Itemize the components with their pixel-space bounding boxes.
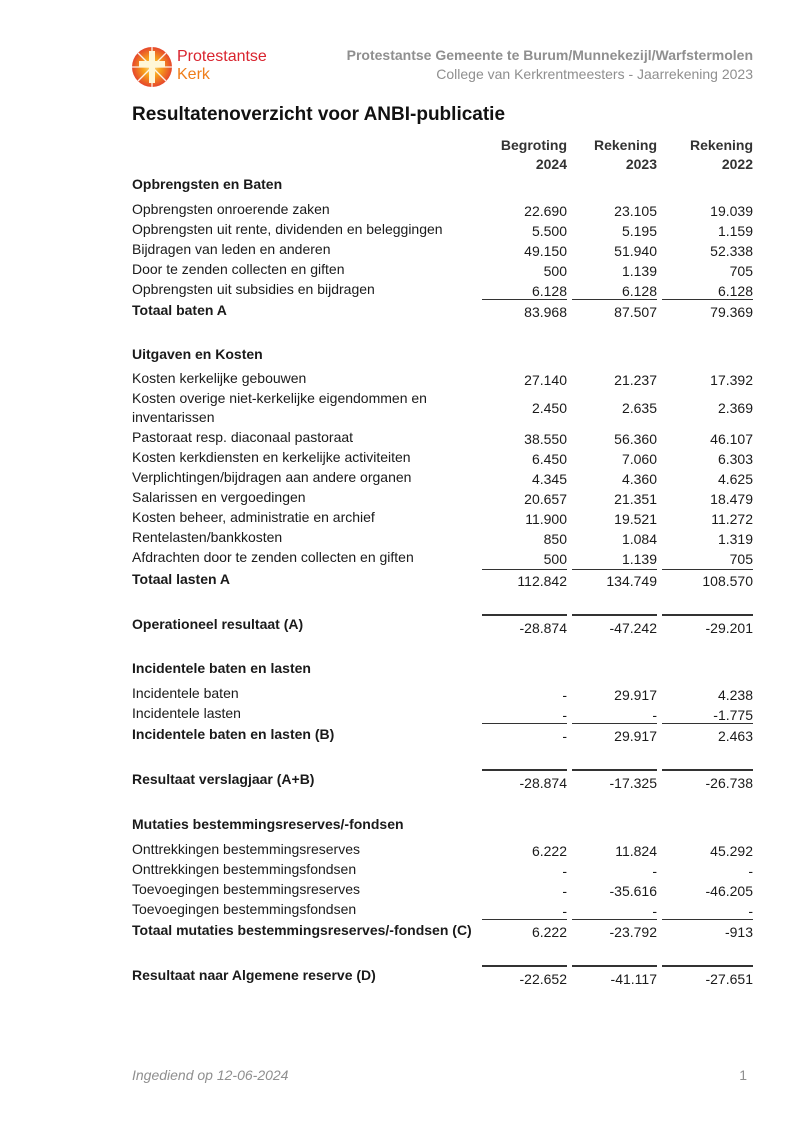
column-header-rekening-2022: Rekening 2022 (689, 137, 753, 172)
result-row-operationeel: Operationeel resultaat (A) -28.874 -47.242 -29.201 (132, 616, 753, 636)
total-row-incidenteel-b: Incidentele baten en lasten (B) - 29.917 2.463 (132, 726, 753, 744)
result-row-algemene-reserve: Resultaat naar Algemene reserve (D) -22.652 -41.117 -27.651 (132, 967, 753, 987)
table-row: Afdrachten door te zenden collecten en giften 500 1.139 705 (132, 549, 753, 567)
page-title: Resultatenoverzicht voor ANBI-publicatie (132, 104, 506, 125)
table-row: Kosten kerkelijke gebouwen 27.140 21.237 17.392 (132, 370, 753, 388)
cross-sun-icon (131, 45, 173, 89)
total-row-lasten-a: Totaal lasten A 112.842 134.749 108.570 (132, 571, 753, 589)
header-organization: Protestantse Gemeente te Burum/Munnekezijl/Warfstermolen (346, 47, 753, 63)
protestantse-kerk-logo (131, 45, 276, 89)
table-row: Opbrengsten onroerende zaken 22.690 23.105 19.039 (132, 201, 753, 219)
table-row: Pastoraat resp. diaconaal pastoraat 38.550 56.360 46.107 (132, 429, 753, 447)
table-row: Incidentele baten - 29.917 4.238 (132, 685, 753, 703)
column-header-begroting-2024: Begroting 2024 (500, 137, 567, 172)
table-row: Opbrengsten uit rente, dividenden en beleggingen 5.500 5.195 1.159 (132, 221, 753, 239)
table-row: Kosten kerkdiensten en kerkelijke activiteiten 6.450 7.060 6.303 (132, 449, 753, 467)
header-subtitle: College van Kerkrentmeesters - Jaarrekening 2023 (436, 66, 753, 82)
table-row: Bijdragen van leden en anderen 49.150 51.940 52.338 (132, 241, 753, 259)
section-heading-opbrengsten: Opbrengsten en Baten (132, 176, 283, 192)
table-row: Salarissen en vergoedingen 20.657 21.351 18.479 (132, 489, 753, 507)
table-row: Toevoegingen bestemmingsfondsen - - - (132, 901, 753, 919)
table-row: Kosten overige niet-kerkelijke eigendommen en inventarissen 2.450 2.635 2.369 (132, 390, 753, 425)
table-row: Opbrengsten uit subsidies en bijdragen 6.128 6.128 6.128 (132, 281, 753, 299)
logo-text-kerk: Kerk (177, 66, 210, 83)
result-row-verslagjaar: Resultaat verslagjaar (A+B) -28.874 -17.325 -26.738 (132, 771, 753, 791)
table-row: Verplichtingen/bijdragen aan andere organen 4.345 4.360 4.625 (132, 469, 753, 487)
table-row: Toevoegingen bestemmingsreserves - -35.616 -46.205 (132, 881, 753, 899)
page-number: 1 (739, 1067, 747, 1083)
table-row: Incidentele lasten - - -1.775 (132, 705, 753, 723)
table-row: Kosten beheer, administratie en archief 11.900 19.521 11.272 (132, 509, 753, 527)
table-row: Rentelasten/bankkosten 850 1.084 1.319 (132, 529, 753, 547)
footer-submission-date: Ingediend op 12-06-2024 (132, 1067, 289, 1083)
section-heading-uitgaven: Uitgaven en Kosten (132, 346, 263, 362)
column-header-rekening-2023: Rekening 2023 (593, 137, 657, 172)
logo-text-protestantse: Protestantse (177, 48, 267, 65)
section-heading-mutaties: Mutaties bestemmingsreserves/-fondsen (132, 816, 404, 832)
total-row-baten-a: Totaal baten A 83.968 87.507 79.369 (132, 302, 753, 320)
table-row: Onttrekkingen bestemmingsfondsen - - - (132, 861, 753, 879)
section-heading-incidenteel: Incidentele baten en lasten (132, 660, 311, 676)
table-row: Onttrekkingen bestemmingsreserves 6.222 11.824 45.292 (132, 841, 753, 859)
table-row: Door te zenden collecten en giften 500 1.139 705 (132, 261, 753, 279)
total-row-mutaties-c: Totaal mutaties bestemmingsreserves/-fondsen (C) 6.222 -23.792 -913 (132, 922, 753, 940)
